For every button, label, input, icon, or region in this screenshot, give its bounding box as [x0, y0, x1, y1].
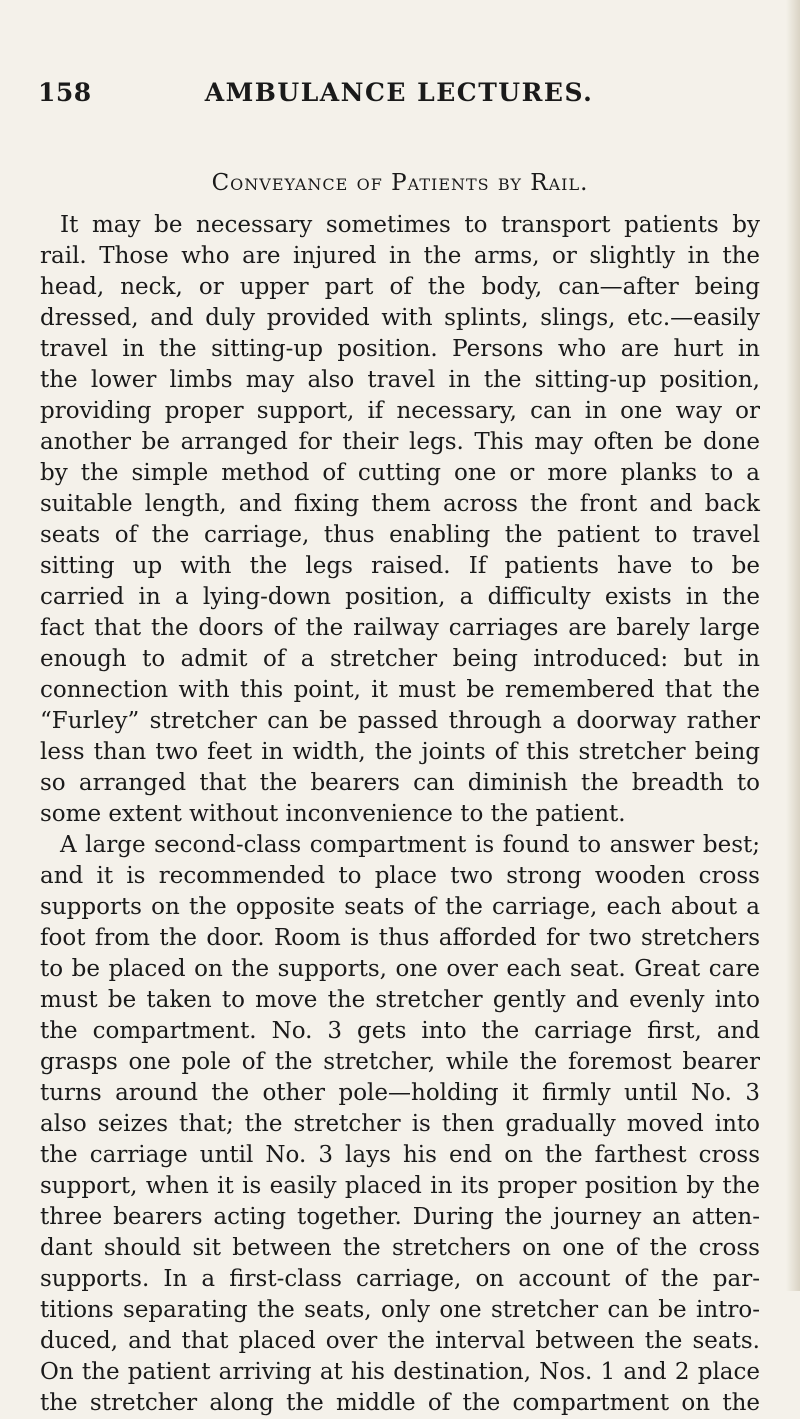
page-number: 158	[38, 78, 92, 107]
running-title: AMBULANCE LECTURES.	[204, 78, 594, 107]
text-line: support, when it is easily placed in its proper position by the	[40, 1173, 760, 1199]
text-line: so arranged that the bearers can diminish the breadth to	[40, 770, 760, 796]
text-line: fact that the doors of the railway carriages are barely large	[40, 615, 760, 641]
text-line: connection with this point, it must be remembered that the	[40, 677, 760, 703]
page-header	[38, 78, 760, 114]
text-line: head, neck, or upper part of the body, can—after being	[40, 274, 760, 300]
text-line: duced, and that placed over the interval between the seats.	[40, 1328, 760, 1354]
text-line: dant should sit between the stretchers on one of the cross	[40, 1235, 760, 1261]
text-line: three bearers acting together. During the journey an atten-	[40, 1204, 760, 1230]
text-line: supports. In a first-class carriage, on account of the par-	[40, 1266, 760, 1292]
section-heading: Conveyance of Patients by Rail.	[211, 170, 589, 196]
text-line: sitting up with the legs raised. If patients have to be	[40, 553, 760, 579]
text-line: titions separating the seats, only one stretcher can be intro-	[40, 1297, 760, 1323]
text-line: On the patient arriving at his destination, Nos. 1 and 2 place	[40, 1359, 760, 1385]
text-line: foot from the door. Room is thus afforded for two stretchers	[40, 925, 760, 951]
text-line: providing proper support, if necessary, can in one way or	[40, 398, 760, 424]
text-line: less than two feet in width, the joints of this stretcher being	[40, 739, 760, 765]
text-line: another be arranged for their legs. This may often be done	[40, 429, 760, 455]
text-line: also seizes that; the stretcher is then gradually moved into	[40, 1111, 760, 1137]
body-text	[40, 210, 760, 1419]
text-line: by the simple method of cutting one or more planks to a	[40, 460, 760, 486]
text-line: rail. Those who are injured in the arms, or slightly in the	[40, 243, 760, 269]
text-line: must be taken to move the stretcher gently and evenly into	[40, 987, 760, 1013]
text-line: the lower limbs may also travel in the sitting-up position,	[40, 367, 760, 393]
text-line: suitable length, and fixing them across the front and back	[40, 491, 760, 517]
text-line: the carriage until No. 3 lays his end on the farthest cross	[40, 1142, 760, 1168]
text-line: It may be necessary sometimes to transport patients by	[60, 212, 760, 238]
text-line: dressed, and duly provided with splints, slings, etc.—easily	[40, 305, 760, 331]
text-line: grasps one pole of the stretcher, while the foremost bearer	[40, 1049, 760, 1075]
text-line: to be placed on the supports, one over each seat. Great care	[40, 956, 760, 982]
text-line: A large second-class compartment is found to answer best;	[60, 832, 760, 858]
text-line: carried in a lying-down position, a difficulty exists in the	[40, 584, 760, 610]
text-line: supports on the opposite seats of the carriage, each about a	[40, 894, 760, 920]
text-line: turns around the other pole—holding it firmly until No. 3	[40, 1080, 760, 1106]
text-line: “Furley” stretcher can be passed through a doorway rather	[40, 708, 760, 734]
text-line: the stretcher along the middle of the compartment on the	[40, 1390, 760, 1416]
text-line: travel in the sitting-up position. Persons who are hurt in	[40, 336, 760, 362]
text-line: some extent without inconvenience to the patient.	[40, 801, 626, 827]
text-line: seats of the carriage, thus enabling the patient to travel	[40, 522, 760, 548]
text-line: the compartment. No. 3 gets into the carriage first, and	[40, 1018, 760, 1044]
text-line: and it is recommended to place two strong wooden cross	[40, 863, 760, 889]
text-line: enough to admit of a stretcher being introduced: but in	[40, 646, 760, 672]
